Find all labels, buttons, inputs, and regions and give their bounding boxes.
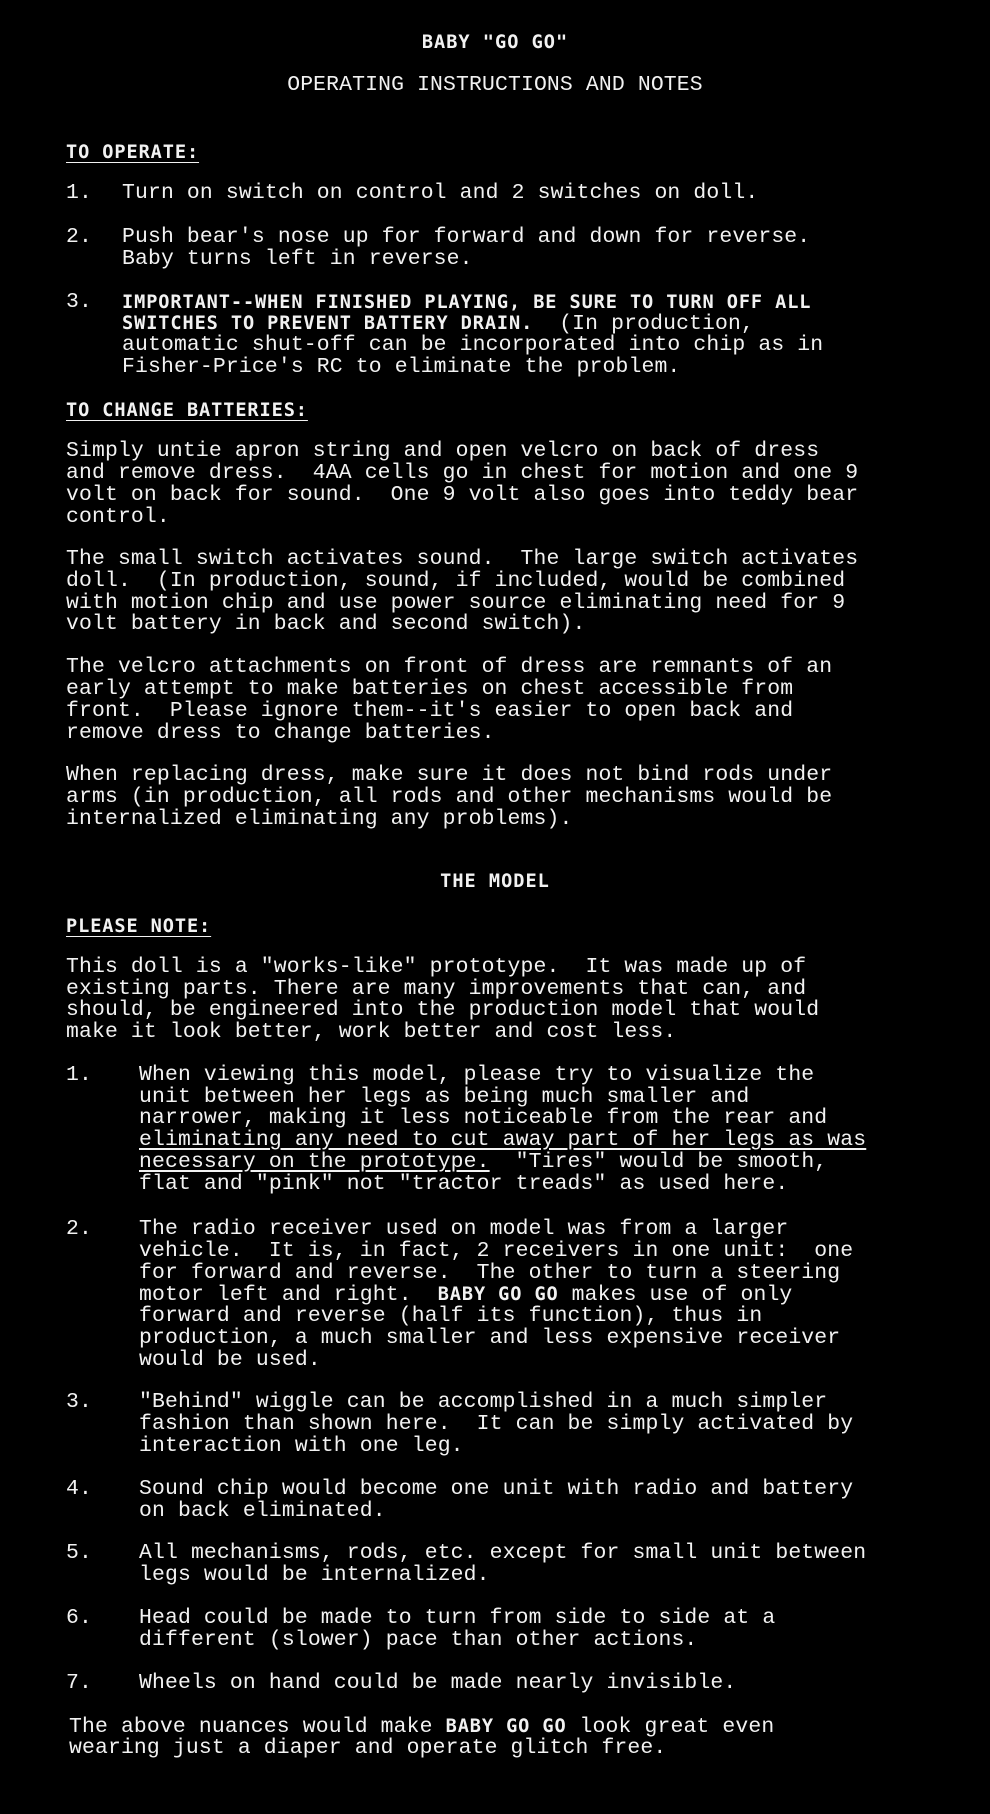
operate-item-number: 3. bbox=[66, 290, 92, 314]
paragraph-line: control. bbox=[66, 505, 170, 529]
model-item-number: 7. bbox=[66, 1671, 92, 1695]
important-warning-text: IMPORTANT--WHEN FINISHED PLAYING, BE SURE TO TURN OFF ALL bbox=[122, 292, 812, 313]
paragraph-line: doll. (In production, sound, if included, would be combined bbox=[66, 569, 846, 593]
operate-item-number: 1. bbox=[66, 181, 92, 205]
model-item-text-underlined: eliminating any need to cut away part of her legs as was bbox=[139, 1128, 867, 1152]
please-note-heading: PLEASE NOTE: bbox=[66, 916, 212, 937]
model-item-number: 1. bbox=[66, 1063, 92, 1087]
model-item-text: Sound chip would become one unit with radio and battery bbox=[139, 1477, 854, 1501]
paragraph-line: with motion chip and use power source eliminating need for 9 bbox=[66, 591, 846, 615]
model-item-text: Wheels on hand could be made nearly invisible. bbox=[139, 1671, 737, 1695]
model-item-text: motor left and right. bbox=[139, 1283, 438, 1307]
model-item-text: "Tires" would be smooth, bbox=[489, 1150, 828, 1174]
paragraph-line: should, be engineered into the production model that would bbox=[66, 998, 820, 1022]
paragraph-line: When replacing dress, make sure it does not bind rods under bbox=[66, 763, 833, 787]
model-item-text: production, a much smaller and less expensive receiver bbox=[139, 1326, 841, 1350]
model-item-text: When viewing this model, please try to visualize the bbox=[139, 1063, 815, 1087]
model-item-text: fashion than shown here. It can be simply activated by bbox=[139, 1412, 854, 1436]
model-item-text: interaction with one leg. bbox=[139, 1434, 464, 1458]
closing-text: The above nuances would make bbox=[69, 1715, 446, 1739]
model-item-text: would be used. bbox=[139, 1348, 321, 1372]
paragraph-line: existing parts. There are many improvements that can, and bbox=[66, 977, 807, 1001]
model-item-text: for forward and reverse. The other to turn a steering bbox=[139, 1261, 841, 1285]
paragraph-line: The velcro attachments on front of dress are remnants of an bbox=[66, 655, 833, 679]
model-item-text: All mechanisms, rods, etc. except for small unit between bbox=[139, 1541, 867, 1565]
model-item-text: flat and "pink" not "tractor treads" as used here. bbox=[139, 1172, 789, 1196]
paragraph-line: This doll is a "works-like" prototype. It was made up of bbox=[66, 955, 807, 979]
important-warning-text: SWITCHES TO PREVENT BATTERY DRAIN. bbox=[122, 313, 534, 334]
section-heading-operate: TO OPERATE: bbox=[66, 142, 200, 163]
model-item-text-underlined: necessary on the prototype. bbox=[139, 1150, 490, 1174]
closing-text: look great even bbox=[566, 1715, 775, 1739]
paragraph-line: Simply untie apron string and open velcro on back of dress bbox=[66, 439, 820, 463]
operate-item-number: 2. bbox=[66, 225, 92, 249]
model-item-number: 2. bbox=[66, 1217, 92, 1241]
model-item-text bbox=[139, 1152, 827, 1174]
model-item-text: makes use of only bbox=[558, 1283, 793, 1307]
paragraph-line: make it look better, work better and cost less. bbox=[66, 1020, 677, 1044]
paragraph-line: early attempt to make batteries on chest accessible from bbox=[66, 677, 794, 701]
paragraph-line: volt on back for sound. One 9 volt also goes into teddy bear bbox=[66, 483, 859, 507]
model-item-text: unit between her legs as being much smaller and bbox=[139, 1085, 750, 1109]
section-heading-model: THE MODEL bbox=[440, 871, 550, 892]
paragraph-line: arms (in production, all rods and other mechanisms would be bbox=[66, 785, 833, 809]
model-item-text: The radio receiver used on model was from a larger bbox=[139, 1217, 789, 1241]
operate-item-text: (In production, bbox=[533, 312, 754, 336]
model-item-text: forward and reverse (half its function), thus in bbox=[139, 1304, 763, 1328]
model-item-text: legs would be internalized. bbox=[139, 1563, 490, 1587]
operate-item-text: Baby turns left in reverse. bbox=[122, 247, 473, 271]
section-heading-batteries: TO CHANGE BATTERIES: bbox=[66, 400, 308, 421]
operate-item-text: Turn on switch on control and 2 switches on doll. bbox=[122, 181, 759, 205]
paragraph-line: remove dress to change batteries. bbox=[66, 721, 495, 745]
model-item-number: 4. bbox=[66, 1477, 92, 1501]
model-item-text: vehicle. It is, in fact, 2 receivers in one unit: one bbox=[139, 1239, 854, 1263]
operate-item-text: Push bear's nose up for forward and down for reverse. bbox=[122, 225, 811, 249]
model-item-text: "Behind" wiggle can be accomplished in a much simpler bbox=[139, 1390, 828, 1414]
model-item-text: Head could be made to turn from side to side at a bbox=[139, 1606, 776, 1630]
model-item-number: 6. bbox=[66, 1606, 92, 1630]
operate-item-text: automatic shut-off can be incorporated into chip as in bbox=[122, 333, 824, 357]
model-item-text: on back eliminated. bbox=[139, 1499, 386, 1523]
paragraph-line: The small switch activates sound. The large switch activates bbox=[66, 547, 859, 571]
document-subtitle: OPERATING INSTRUCTIONS AND NOTES bbox=[287, 73, 703, 97]
model-item-number: 3. bbox=[66, 1390, 92, 1414]
model-item-text: narrower, making it less noticeable from the rear and bbox=[139, 1106, 828, 1130]
paragraph-line: and remove dress. 4AA cells go in chest for motion and one 9 bbox=[66, 461, 859, 485]
paragraph-line: volt battery in back and second switch). bbox=[66, 612, 586, 636]
product-name: BABY GO GO bbox=[437, 1284, 559, 1305]
model-item-text: different (slower) pace than other actions. bbox=[139, 1628, 698, 1652]
paragraph-line: internalized eliminating any problems). bbox=[66, 807, 573, 831]
model-item-number: 5. bbox=[66, 1541, 92, 1565]
operate-item-text: Fisher-Price's RC to eliminate the problem. bbox=[122, 355, 681, 379]
closing-line: wearing just a diaper and operate glitch free. bbox=[69, 1736, 667, 1760]
document-title: BABY "GO GO" bbox=[421, 32, 569, 53]
paragraph-line: front. Please ignore them--it's easier to open back and bbox=[66, 699, 794, 723]
product-name: BABY GO GO bbox=[445, 1716, 567, 1737]
